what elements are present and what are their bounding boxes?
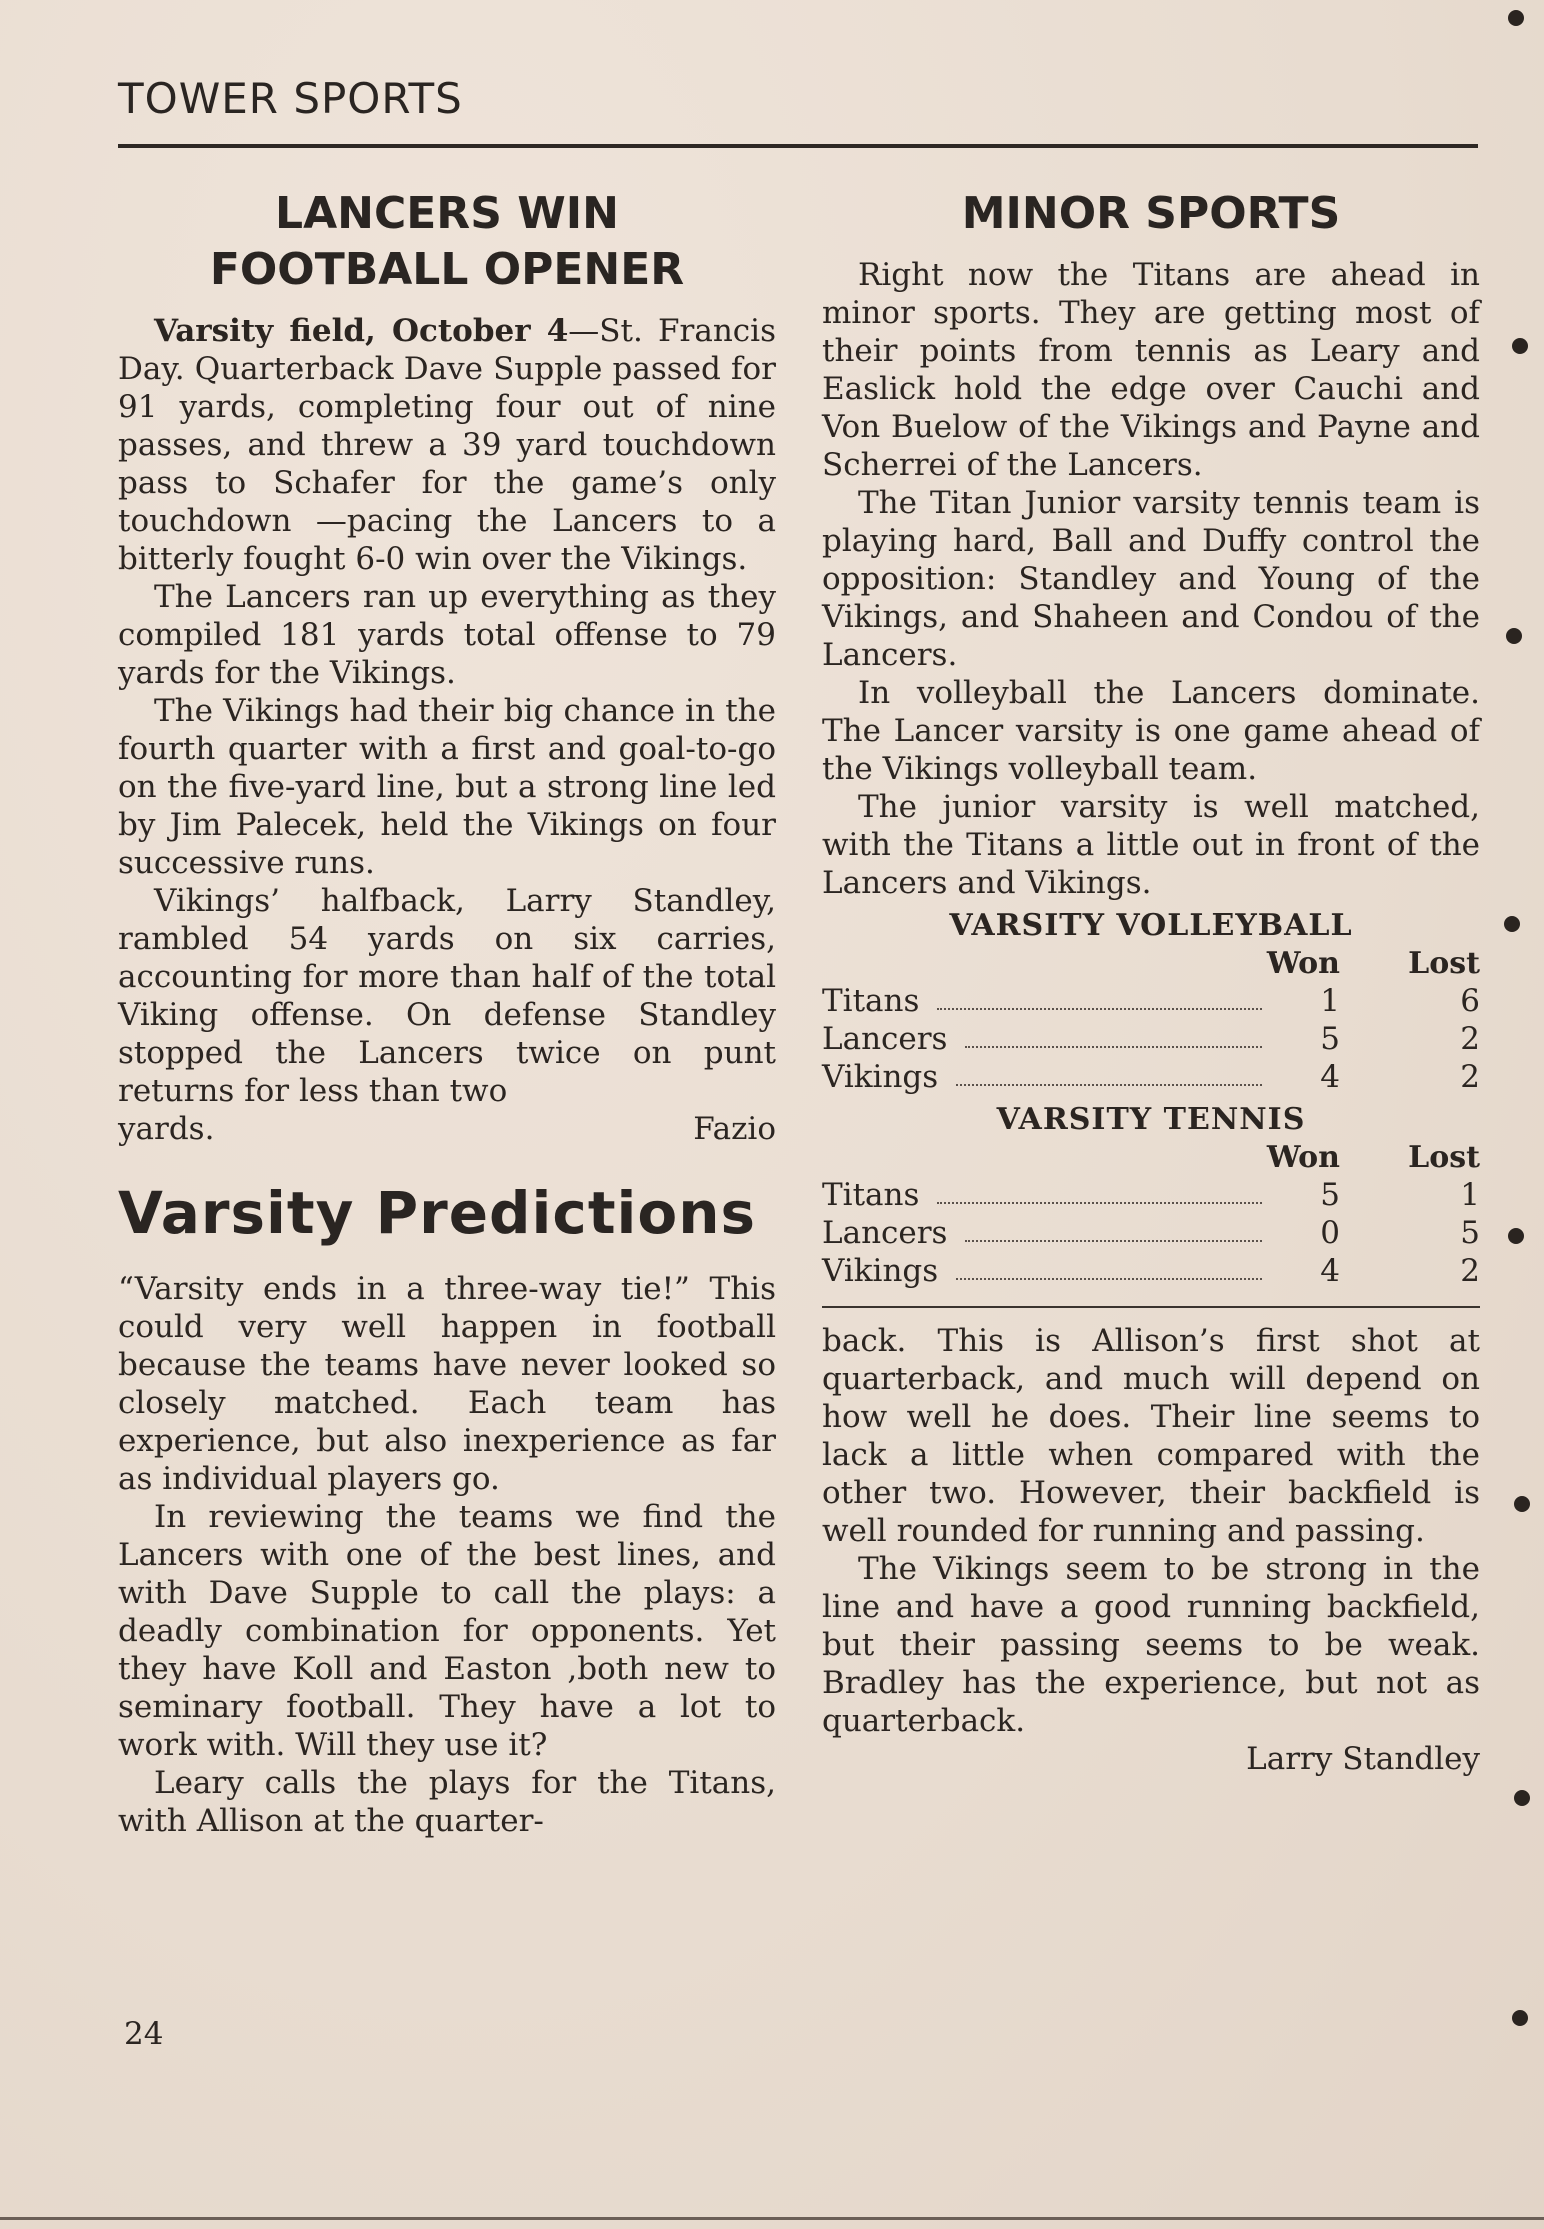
dot-leader <box>965 1020 1262 1048</box>
won-value: 5 <box>1320 1021 1340 1057</box>
team-name: Vikings <box>822 1253 939 1289</box>
football-headline <box>118 186 776 298</box>
lost-value: 1 <box>1460 1177 1480 1213</box>
binding-hole-mark <box>1514 1496 1530 1512</box>
table-row <box>822 1176 1480 1214</box>
won-header: Won <box>1266 946 1340 981</box>
lost-value: 2 <box>1460 1059 1480 1095</box>
article-paragraph <box>118 312 776 578</box>
dot-leader <box>956 1252 1262 1280</box>
section-title: TOWER SPORTS <box>118 74 463 123</box>
binding-hole-mark <box>1512 2010 1528 2026</box>
won-value: 5 <box>1320 1177 1340 1213</box>
binding-hole-mark <box>1508 1228 1524 1244</box>
predictions-title: Varsity Predictions <box>118 1179 757 1247</box>
table-title: VARSITY TENNIS <box>996 1102 1306 1137</box>
lost-header: Lost <box>1408 1140 1480 1175</box>
minor-sports-headline: MINOR SPORTS <box>961 188 1341 239</box>
left-column <box>118 186 776 1840</box>
team-name: Titans <box>822 1177 920 1213</box>
article-paragraph: In volleyball the Lancers dominate. The Lancer varsity is one game ahead of the Vikings volleyball team. <box>822 675 1480 787</box>
standings-table-tennis <box>822 1100 1480 1290</box>
standings-table-volleyball <box>822 906 1480 1096</box>
lost-value: 5 <box>1460 1215 1480 1251</box>
table-header <box>822 946 1480 982</box>
headline-line-2: FOOTBALL OPENER <box>209 244 685 295</box>
dot-leader <box>965 1214 1262 1242</box>
lost-value: 2 <box>1460 1021 1480 1057</box>
table-header <box>822 1140 1480 1176</box>
dot-leader <box>937 1176 1262 1204</box>
team-name: Titans <box>822 983 920 1019</box>
lost-value: 2 <box>1460 1253 1480 1289</box>
paragraph-text: —St. Francis Day. Quarterback Dave Supple passed for 91 yards, completing four out of nine passes, and threw a 39 yard touchdown pass to Schafer for the game’s only touchdown —pacing the Lancers to a bitterly fought 6-0 win over the Vikings. <box>118 313 776 577</box>
header-rule <box>118 144 1478 148</box>
article-paragraph: “Varsity ends in a three-way tie!” This could very well happen in football because the teams have never looked so closely matched. Each team has experience, but also inexperience as far as individual players go. <box>118 1271 776 1497</box>
article-paragraph: The Lancers ran up everything as they compiled 181 yards total offense to 79 yards for the Vikings. <box>118 579 776 691</box>
article-paragraph: The Vikings had their big chance in the fourth quarter with a first and goal-to-go on the five-yard line, but a strong line led by Jim Palecek, held the Vikings on four successive runs. <box>118 693 776 881</box>
right-column <box>822 186 1480 1778</box>
paragraph-end: yards. <box>118 1111 215 1147</box>
article-paragraph: The junior varsity is well matched, with the Titans a little out in front of the Lancers and Vikings. <box>822 789 1480 901</box>
article-paragraph: The Vikings seem to be strong in the line and have a good running backfield, but their passing seems to be weak. Bradley has the experience, but not as quarterback. <box>822 1551 1480 1739</box>
table-row <box>822 1020 1480 1058</box>
table-row <box>822 1252 1480 1290</box>
team-name: Lancers <box>822 1021 948 1057</box>
dateline: Varsity field, October 4 <box>154 313 569 349</box>
won-value: 4 <box>1320 1059 1340 1095</box>
team-name: Lancers <box>822 1215 948 1251</box>
article-paragraph: In reviewing the teams we find the Lancers with one of the best lines, and with Dave Supple to call the plays: a deadly combination for opponents. Yet they have Koll and Easton ,both new to seminary football. They have a lot to work with. Will they use it? <box>118 1499 776 1763</box>
page-number: 24 <box>124 2016 164 2052</box>
team-name: Vikings <box>822 1059 939 1095</box>
column-divider <box>822 1306 1480 1308</box>
article-paragraph: The Titan Junior varsity tennis team is playing hard, Ball and Duffy control the opposition: Standley and Young of the Vikings, and Shaheen and Condou of the Lancers. <box>822 485 1480 673</box>
lost-value: 6 <box>1460 983 1480 1019</box>
won-header: Won <box>1266 1140 1340 1175</box>
article-paragraph: Right now the Titans are ahead in minor sports. They are getting most of their points from tennis as Leary and Easlick hold the edge over Cauchi and Von Buelow of the Vikings and Payne and Scherrei of the Lancers. <box>822 257 1480 483</box>
binding-hole-mark <box>1512 338 1528 354</box>
binding-hole-mark <box>1506 628 1522 644</box>
binding-hole-mark <box>1508 10 1524 26</box>
binding-hole-mark <box>1504 916 1520 932</box>
article-paragraph: back. This is Allison’s first shot at quarterback, and much will depend on how well he does. Their line seems to lack a little when compared with the other two. However, their backfield is well rounded for running and passing. <box>822 1323 1480 1549</box>
table-row <box>822 982 1480 1020</box>
table-title: VARSITY VOLLEYBALL <box>949 908 1353 943</box>
byline-row <box>118 1110 776 1148</box>
headline-line-1: LANCERS WIN <box>275 188 619 239</box>
table-row <box>822 1214 1480 1252</box>
dot-leader <box>956 1058 1262 1086</box>
article-paragraph: Leary calls the plays for the Titans, with Allison at the quarter- <box>118 1765 776 1839</box>
byline: Fazio <box>693 1111 776 1147</box>
dot-leader <box>937 982 1262 1010</box>
article-paragraph: Vikings’ halfback, Larry Standley, rambled 54 yards on six carries, accounting for more than half of the total Viking offense. On defense Standley stopped the Lancers twice on punt returns for less than two <box>118 883 776 1109</box>
won-value: 1 <box>1320 983 1340 1019</box>
page-bottom-edge <box>0 2217 1544 2220</box>
won-value: 4 <box>1320 1253 1340 1289</box>
byline: Larry Standley <box>1246 1741 1480 1777</box>
binding-hole-mark <box>1514 1790 1530 1806</box>
lost-header: Lost <box>1408 946 1480 981</box>
won-value: 0 <box>1320 1215 1340 1251</box>
table-row <box>822 1058 1480 1096</box>
